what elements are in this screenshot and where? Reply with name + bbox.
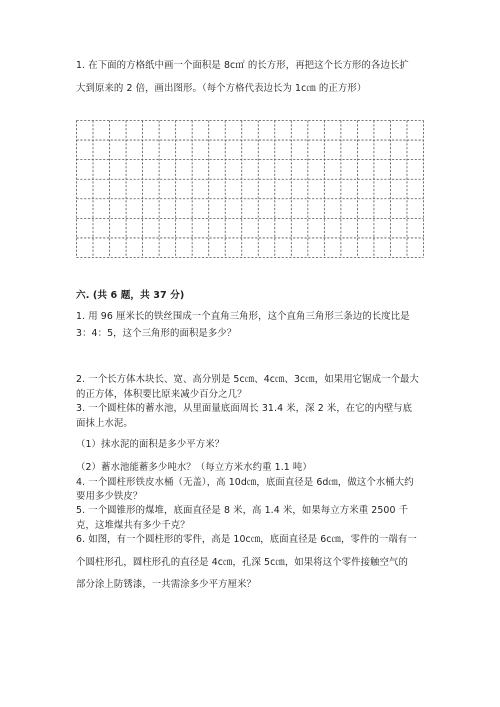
- question-1-line-2: 3：4：5，这个三角形的面积是多少？: [76, 328, 237, 339]
- question-3-line-2: 面抹上水泥。: [76, 418, 133, 429]
- question-3-line-1: 3. 一个圆柱体的蓄水池，从里面量底面周长 31.4 米，深 2 米，在它的内壁与底: [76, 403, 413, 414]
- question-6-line-2: 个圆柱形孔，圆柱形孔的直径是 4c㎝，孔深 5c㎝，如果将这个零件接触空气的: [76, 557, 409, 568]
- problem-1-line-1: 1. 在下面的方格纸中画一个面积是 8c㎡ 的长方形，再把这个长方形的各边长扩: [76, 60, 409, 71]
- question-6-line-1: 6. 如图，有一个圆柱形的零件，高是 10c㎝，底面直径是 6c㎝，零件的一端有一: [76, 534, 417, 545]
- question-6-line-3: 部分涂上防锈漆，一共需涂多少平方厘米？: [76, 579, 257, 590]
- question-2-line-2: 的正方体，体积要比原来减少百分之几？: [76, 389, 247, 400]
- problem-1-line-2: 大到原来的 2 倍，画出图形。（每个方格代表边长为 1c㎝ 的正方形）: [76, 83, 367, 94]
- question-1-line-1: 1. 用 96 厘米长的铁丝围成一个直角三角形，这个直角三角形三条边的长度比是: [76, 311, 410, 322]
- question-5-line-1: 5. 一个圆锥形的煤堆，底面直径是 8 米，高 1.4 米，如果每立方米重 2500 千: [76, 505, 409, 516]
- question-3-sub-1: （1）抹水泥的面积是多少平方米？: [76, 439, 225, 450]
- question-2-line-1: 2. 一个长方体木块长、宽、高分别是 5c㎝、4c㎝、3c㎝，如果用它锯成一个最大: [76, 374, 419, 385]
- question-5-line-2: 克，这堆煤共有多少千克？: [76, 520, 190, 531]
- section-6-title: 六. (共 6 题，共 37 分): [76, 290, 185, 301]
- graph-paper-grid: [76, 120, 424, 258]
- question-3-sub-2: （2）蓄水池能蓄多少吨水？（每立方米水约重 1.1 吨）: [76, 462, 312, 473]
- question-4-line-2: 要用多少铁皮？: [76, 491, 143, 502]
- question-4-line-1: 4. 一个圆柱形铁皮水桶（无盖），高 10d㎝，底面直径是 6d㎝，做这个水桶大约: [76, 477, 414, 488]
